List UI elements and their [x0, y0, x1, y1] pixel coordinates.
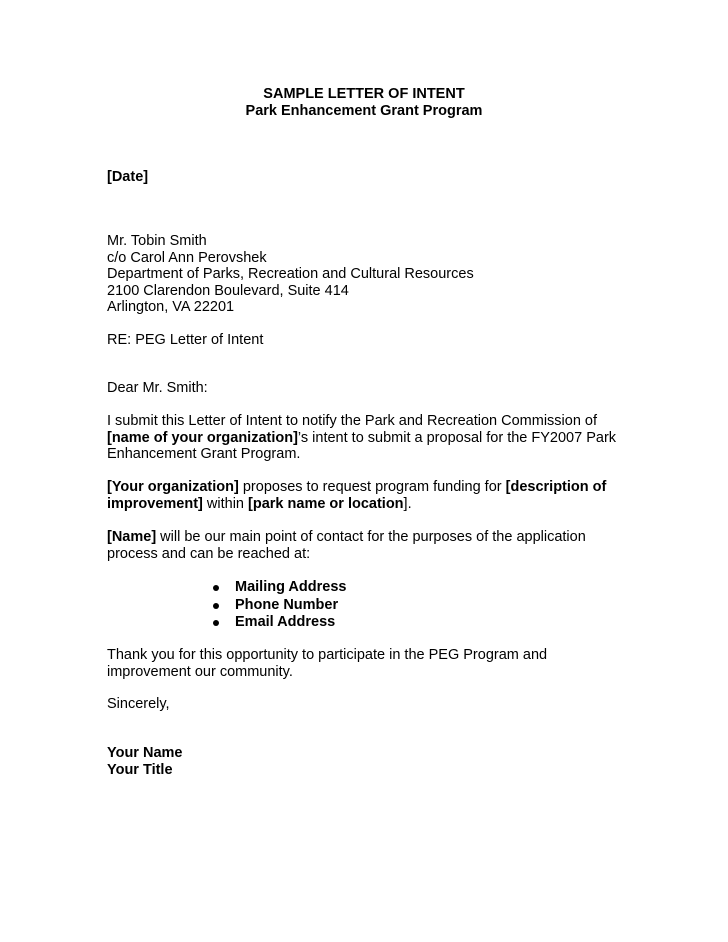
- recipient-care-of: c/o Carol Ann Perovshek: [107, 249, 267, 266]
- paragraph-contact-line-1: [107, 529, 627, 546]
- contact-item-mailing-address: Mailing Address: [235, 579, 347, 595]
- contact-item-email-address: Email Address: [235, 614, 336, 630]
- description-placeholder-end: improvement]: [107, 495, 203, 512]
- signature-block: [107, 745, 627, 778]
- paragraph-funding-text-1: proposes to request program funding for: [238, 479, 506, 495]
- paragraph-funding-close: ].: [403, 495, 412, 512]
- paragraph-intent-line-3: Enhancement Grant Program.: [107, 446, 301, 462]
- paragraph-funding: [107, 479, 627, 512]
- bullet-icon: [213, 620, 219, 626]
- list-item: [213, 579, 513, 597]
- recipient-street: 2100 Clarendon Boulevard, Suite 414: [107, 282, 349, 299]
- recipient-department: Department of Parks, Recreation and Cultural Resources: [107, 266, 474, 282]
- paragraph-funding-line-2: [107, 496, 627, 513]
- organization-name-placeholder: [name of your organization]: [107, 429, 298, 446]
- re-line: RE: PEG Letter of Intent: [107, 332, 264, 348]
- contact-name-placeholder: [Name]: [107, 529, 157, 545]
- organization-placeholder: [Your organization]: [107, 479, 239, 495]
- paragraph-contact: [107, 529, 627, 562]
- letter-title: SAMPLE LETTER OF INTENT: [263, 86, 465, 102]
- valediction: Sincerely,: [107, 696, 170, 712]
- signature-title: Your Title: [107, 761, 173, 778]
- recipient-address: [107, 233, 627, 316]
- paragraph-funding-text-2: within: [202, 495, 249, 512]
- paragraph-funding-line-1: [107, 479, 627, 496]
- paragraph-intent-line-1: I submit this Letter of Intent to notify the Park and Recreation Commission of: [107, 413, 598, 429]
- paragraph-intent: [107, 413, 627, 463]
- paragraph-intent-line-2: [107, 430, 627, 447]
- letter-subtitle: Park Enhancement Grant Program: [245, 103, 483, 119]
- list-item: [213, 614, 513, 632]
- park-location-placeholder: [park name or location: [248, 495, 404, 512]
- letter-header: [0, 86, 728, 120]
- recipient-city: Arlington, VA 22201: [107, 299, 235, 315]
- paragraph-contact-line-2: process and can be reached at:: [107, 545, 311, 562]
- bullet-icon: [213, 603, 219, 609]
- salutation: Dear Mr. Smith:: [107, 380, 208, 396]
- signature-name: Your Name: [107, 745, 183, 761]
- description-placeholder-start: [description of: [505, 479, 607, 495]
- list-item: [213, 597, 513, 615]
- paragraph-contact-text-1: will be our main point of contact for the purposes of the application: [156, 529, 586, 545]
- paragraph-closing-line-2: improvement our community.: [107, 663, 293, 680]
- contact-item-phone-number: Phone Number: [235, 596, 339, 613]
- bullet-icon: [213, 585, 219, 591]
- paragraph-intent-line-2-text: ’s intent to submit a proposal for the FY2007 Park: [297, 429, 617, 446]
- date-placeholder: [Date]: [107, 169, 149, 185]
- paragraph-closing-line-1: Thank you for this opportunity to participate in the PEG Program and: [107, 647, 548, 663]
- paragraph-closing: [107, 647, 627, 680]
- recipient-name: Mr. Tobin Smith: [107, 233, 207, 249]
- contact-list: [213, 579, 513, 632]
